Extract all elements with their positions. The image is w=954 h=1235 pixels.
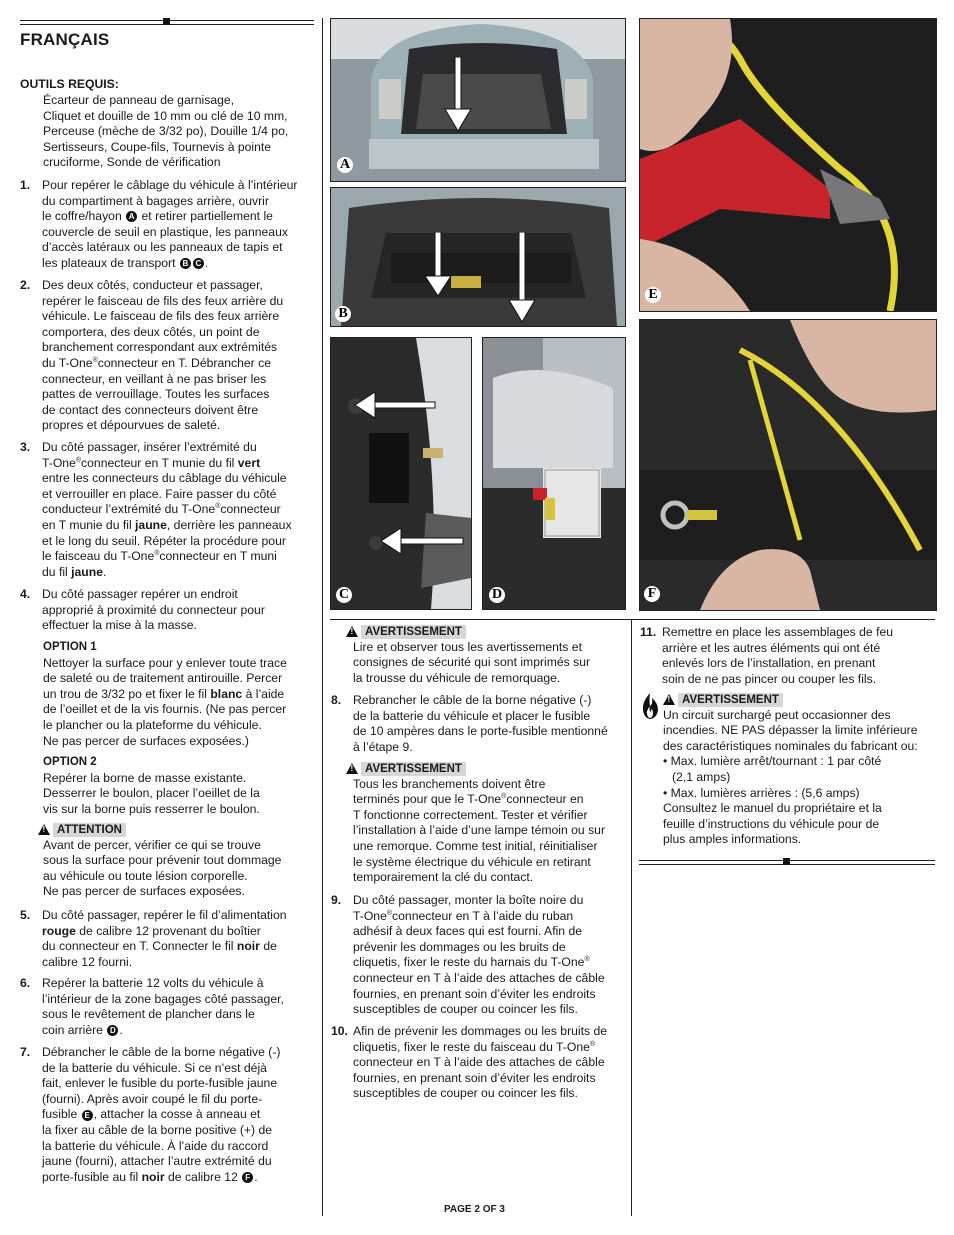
photo-c [330,337,472,610]
warning-text: • Max. lumières arrières : (5,6 amps) [663,785,860,800]
step-text: T-One [353,908,387,923]
step-text: du connecteur en T. Connecter le fil [42,939,234,954]
option-text: de saleté ou de traitement antirouille. Percer [43,671,283,686]
step-text: connecteur en T munie du fil [81,455,235,470]
step-text: du T-One [42,355,93,370]
left-arrow-icon [379,526,465,556]
option-text: Repérer la borne de masse existante. [43,770,247,785]
photo-c-image [331,338,471,609]
column-divider-2 [631,620,632,1216]
step-text: la batterie du véhicule. À l’aide du raccord [42,1138,269,1153]
photo-label-b: B [335,306,351,322]
step-text: et verrouiller en place. Faire passer du côté [42,486,277,501]
warning-box-1 [346,624,628,686]
circled-a-icon: A [126,211,137,222]
step-text: branchement correspondant aux extrémités [42,340,278,355]
photo-b-image [331,188,625,326]
registered-mark: ® [501,793,507,801]
option-text: le plancher ou la plateforme du véhicule. [43,717,262,732]
step-text: approprié à proximité du connecteur pour [42,602,265,617]
tools-line: Écarteur de panneau de garnisage, [43,93,235,107]
option-heading: OPTION 2 [43,756,97,768]
warning-text: connecteur en [506,792,584,807]
step-text: coin arrière [42,1022,103,1037]
photo-b [330,187,626,327]
step-text: véhicule. Le faisceau de fils des feux arrière [42,309,280,324]
step-text: de [263,939,277,954]
tools-line: Perceuse (mèche de 3/32 po), Douille 1/4 po, [43,124,289,139]
step-text: conducteur l’extrémité du T-One [42,502,216,517]
option-text: Ne pas percer de surfaces exposées.) [43,733,249,748]
option-text: un trou de 3/32 po et fixer le fil [43,686,207,701]
registered-mark: ® [92,356,98,364]
option-1 [43,640,319,749]
warning-text: temporairement la clé du contact. [353,870,534,885]
step-text: Afin de prévenir les dommages ou les bruits de [353,1024,608,1038]
option-heading: OPTION 1 [43,641,97,653]
step-text: le coffre/hayon [42,209,122,224]
warning-text: le système électrique du véhicule en retirant [353,854,591,869]
option-text: de l’oeillet et de la vis fournis. (Ne pas percer [43,702,287,717]
warning-label: AVERTISSEMENT [678,693,783,707]
down-arrow-icon [507,232,537,324]
warning-text: l’installation à l’aide d’une lampe témoin ou sur [353,823,606,838]
warning-triangle-icon [38,824,50,835]
attention-box [38,822,320,900]
step-text: enlevés lors de l’installation, en prenant [662,656,876,671]
step-text: sous le revêtement de plancher dans le [42,1007,255,1022]
step-text: Des deux côtés, conducteur et passager, [42,278,263,292]
column-divider-1 [322,18,323,1216]
warning-box-2 [346,761,628,886]
step-text: Du côté passager, insérer l’extrémité du [42,440,257,454]
warning-text: consignes de sécurité qui sont imprimés sur [353,655,591,670]
tools-line: Sertisseurs, Coupe-fils, Tournevis à pointe [43,139,272,154]
step-text: de calibre 12 [168,1169,238,1184]
step-text: connecteur [220,502,281,517]
step-text: repérer le faisceau de fils des feux arrière du [42,293,284,308]
step-text: connecteur en T à l’aide des attaches de câble [353,970,605,985]
option-text: vis sur la borne puis resserrer le boulon. [43,801,260,816]
warning-text: (2,1 amps) [672,769,731,784]
step-text: (fourni). Après avoir coupé le fil du porte- [42,1091,263,1106]
step-text: de contact des connecteurs doivent être [42,402,259,417]
step-text: comportera, des deux côtés, un point de [42,324,260,339]
step-number: 2. [20,278,31,292]
step-number: 6. [20,976,31,990]
circled-c-icon: C [193,258,204,269]
attention-text: Avant de percer, vérifier ce qui se trouve [43,837,261,852]
step-text: Remettre en place les assemblages de feu [662,625,894,639]
step-text: Pour repérer le câblage du véhicule à l’intérieur [42,178,298,192]
tools-line: cruciforme, Sonde de vérification [43,155,221,170]
step-text: Du côté passager, repérer le fil d’alimentation [42,908,287,922]
tools-line: Cliquet et douille de 10 mm ou clé de 10 mm, [43,108,288,123]
step-text: effectuer la mise à la masse. [42,618,197,633]
left-arrow-icon [353,390,437,420]
warning-text: feuille d’instructions du véhicule pour de [663,816,880,831]
step-text: fusible [42,1107,78,1122]
warning-text: Consultez le manuel du propriétaire et la [663,801,882,816]
photo-a-image [331,19,625,181]
photo-label-c: C [336,587,352,603]
step-number: 7. [20,1045,31,1059]
step-text: jaune (fourni), attacher l’autre extrémité du [42,1154,272,1169]
step-text: Rebrancher le câble de la borne négative (-) [353,693,592,707]
attention-label: ATTENTION [53,823,126,837]
photo-e [639,18,937,312]
wire-color-white: blanc [210,686,243,701]
step-number: 8. [331,693,342,707]
rule-marker [783,858,790,865]
tools-list [43,93,318,171]
step-text: de la batterie du véhicule et placer le fusible [353,708,591,723]
registered-mark: ® [215,503,221,511]
registered-mark: ® [584,956,590,964]
step-text: connecteur, en veillant à ne pas briser les [42,371,267,386]
wire-color-red: rouge [42,923,76,938]
down-arrow-icon [423,232,453,298]
step-text: les plateaux de transport [42,255,176,270]
warning-box-3 [640,692,935,848]
step-text: adhésif à deux faces qui est fourni. Afin de [353,924,583,939]
attention-text: sous la surface pour prévenir tout dommage [43,853,282,868]
attention-text: au véhicule ou toute lésion corporelle. [43,868,248,883]
step-text: du compartiment à bagages arrière, ouvrir [42,193,269,208]
step-text: Repérer la batterie 12 volts du véhicule à [42,976,264,990]
photo-f [639,319,937,611]
photo-label-e: E [645,287,661,303]
step-text: porte-fusible au fil [42,1169,139,1184]
warning-text: incendies. NE PAS dépasser la limite inférieure [663,723,918,738]
wire-color-yellow: jaune [71,564,103,579]
photo-f-image [640,320,936,610]
wire-color-black: noir [141,1169,165,1184]
step-text: prévenir les dommages ou les bruits de [353,939,566,954]
fire-warning-icon [640,692,660,720]
step-text: entre les connecteurs du câblage du véhicule [42,471,287,486]
photo-d-image [483,338,625,609]
photo-label-a: A [337,157,353,173]
step-text: arrière et les autres éléments qui ont été [662,640,881,655]
step-text: fournies, en prenant soin d’éviter les endroits [353,986,596,1001]
warning-text: Un circuit surchargé peut occasionner des [663,707,891,722]
step-text: T-One [42,455,76,470]
wire-color-black: noir [236,939,260,954]
option-text: à l’aide [245,686,285,701]
step-text: de 10 ampères dans le porte-fusible mentionné [353,724,608,739]
step-text: connecteur en T à l’aide des attaches de câble [353,1055,605,1070]
step-text: calibre 12 fourni. [42,954,133,969]
step-text: à l’étape 9. [353,739,413,754]
step-text: pattes de verrouillage. Toutes les surfaces [42,387,270,402]
step-number: 3. [20,440,31,454]
step-text: soin de ne pas pincer ou couper les fils. [662,671,877,686]
step-text: Débrancher le câble de la borne négative (-) [42,1045,281,1059]
rule-marker [163,18,170,25]
step-text: en T munie du fil [42,517,132,532]
photo-e-image [640,19,936,311]
step-number: 5. [20,908,31,922]
step-text: de calibre 12 provenant du boîtier [79,923,261,938]
registered-mark: ® [75,456,82,464]
registered-mark: ® [154,550,160,558]
page-title: FRANÇAIS [20,30,110,49]
circled-e-icon: E [82,1110,93,1121]
wire-color-green: vert [237,455,261,470]
registered-mark: ® [386,909,393,917]
warning-text: • Max. lumière arrêt/tournant : 1 par côté [663,754,882,769]
circled-f-icon: F [242,1172,253,1183]
warning-label: AVERTISSEMENT [361,762,466,776]
step-text: d’accès latéraux ou les panneaux de tapis et [42,240,283,255]
circled-d-icon: D [107,1025,118,1036]
option-text: Desserrer le boulon, placer l’oeillet de la [43,786,260,801]
warning-triangle-icon [346,763,358,774]
warning-triangle-icon [663,694,675,705]
step-text: et le long du seuil. Répéter la procédure pour [42,533,286,548]
step-text: propres et dépourvues de saleté. [42,418,221,433]
step-text: la fixer au câble de la borne positive (+) de [42,1122,273,1137]
warning-text: plus amples informations. [663,832,802,847]
step-text: susceptibles de couper ou coincer les fils. [353,1086,578,1101]
page-number: PAGE 2 OF 3 [444,1204,505,1215]
down-arrow-icon [443,57,473,133]
photo-d [482,337,626,610]
step-number: 10. [331,1024,348,1038]
step-number: 9. [331,893,342,907]
step-text: connecteur en T muni [159,549,277,564]
option-text: Nettoyer la surface pour y enlever toute trace [43,655,287,670]
photo-a [330,18,626,182]
step-text: connecteur en T à l’aide du ruban [392,908,574,923]
warning-text: terminés pour que le T-One [353,792,502,807]
step-text: . [102,564,107,579]
warning-text: des caractéristiques nominales du fabricant ou: [663,738,918,753]
step-text: cliquetis, fixer le reste du faisceau du T-One [353,1039,590,1054]
step-text: Du côté passager, monter la boîte noire du [353,893,584,907]
step-number: 1. [20,178,31,192]
middle-rule [330,619,935,620]
warning-text: Tous les branchements doivent être [353,776,546,791]
step-text: susceptibles de couper ou coincer les fils. [353,1002,578,1017]
step-text: fait, enlever le fusible du porte-fusible jaune [42,1076,278,1091]
wire-color-yellow: jaune [135,517,167,532]
step-text: du fil [42,564,68,579]
step-text: fournies, en prenant soin d’éviter les endroits [353,1070,596,1085]
step-text: le faisceau du T-One [42,549,155,564]
tools-heading: OUTILS REQUIS: [20,77,119,91]
step-text: Du côté passager repérer un endroit [42,587,238,601]
warning-label: AVERTISSEMENT [361,625,466,639]
step-text: couvercle de seuil en plastique, les panneaux [42,224,288,239]
step-text: et retirer partiellement le [141,209,273,224]
step-text: cliquetis, fixer le reste du harnais du T-One [353,955,585,970]
option-2 [43,755,319,817]
circled-b-icon: B [180,258,191,269]
step-text: , attacher la cosse à anneau et [93,1107,261,1122]
registered-mark: ® [589,1040,596,1048]
photo-label-f: F [644,586,660,602]
step-text: connecteur en T. Débrancher ce [97,355,271,370]
warning-text: une remorque. Comme test initial, réinitialiser [353,838,598,853]
warning-text: Lire et observer tous les avertissements et [353,639,582,654]
warning-text: la trousse du véhicule de remorquage. [353,670,561,685]
warning-text: T fonctionne correctement. Tester et vérifier [353,807,588,822]
attention-text: Ne pas percer de surfaces exposées. [43,884,245,899]
photo-label-d: D [489,587,505,603]
step-text: de la batterie du véhicule. Si ce n’est déjà [42,1060,267,1075]
step-number: 4. [20,587,31,601]
step-text: , derrière les panneaux [166,517,292,532]
step-text: l’intérieur de la zone bagages côté passager, [42,991,284,1006]
warning-triangle-icon [346,626,358,637]
step-number: 11. [640,625,657,639]
